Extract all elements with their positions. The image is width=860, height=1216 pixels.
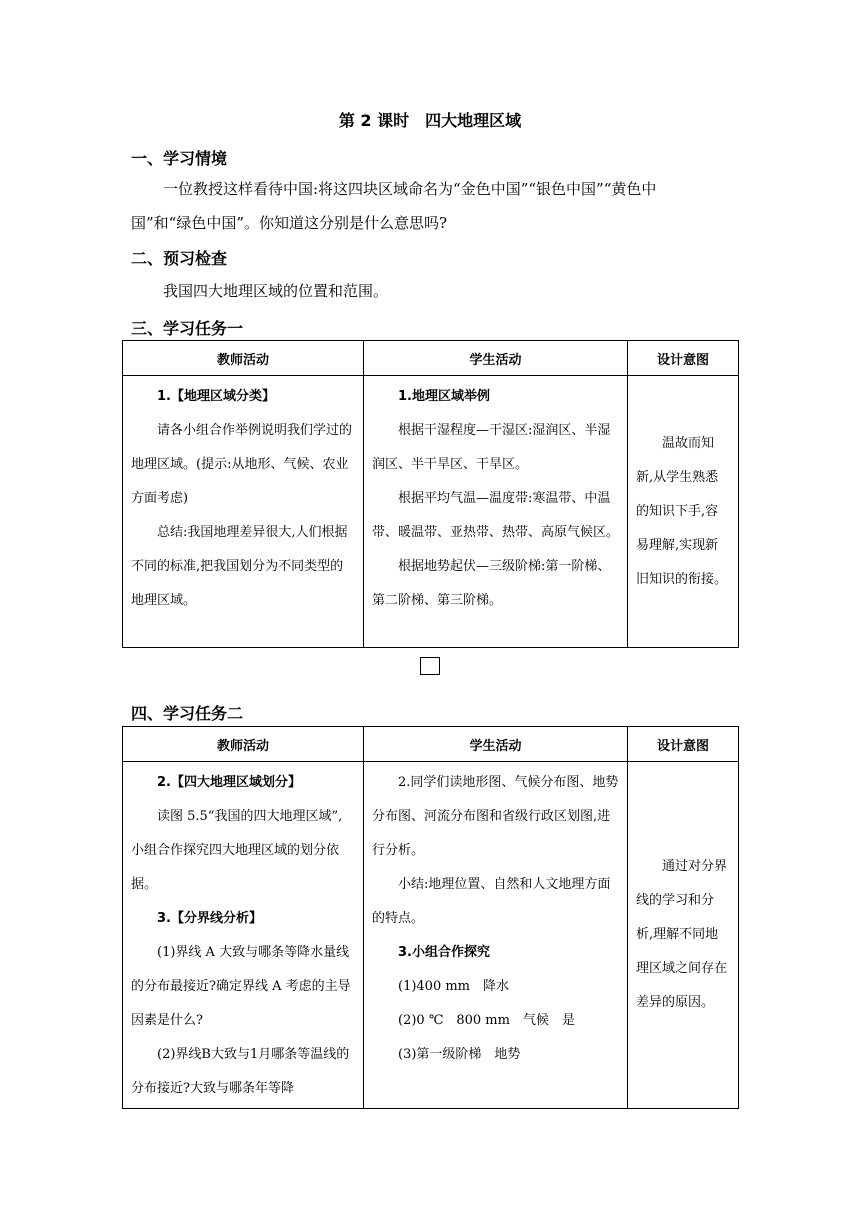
teacher-activity-summary: 总结:我国地理差异很大,人们根据不同的标准,把我国划分为不同类型的地理区域。 [131, 525, 348, 608]
section-heading-task-two: 四、学习任务二 [131, 704, 244, 723]
teacher-activity-text: 读图 5.5“我国的四大地理区域”,小组合作探究四大地理区域的划分依据。 [131, 809, 343, 892]
section-heading-preview: 二、预习检查 [131, 249, 228, 268]
student-activity-text: 根据平均气温—温度带:寒温带、中温带、暖温带、亚热带、热带、高原气候区。 [372, 491, 620, 540]
design-intent-text: 通过对分界线的学习和分析,理解不同地理区域之间存在差异的原因。 [636, 859, 728, 1010]
design-intent-text: 温故而知新,从学生熟悉的知识下手,容易理解,实现新旧知识的衔接。 [636, 435, 728, 587]
student-activity-text: 根据地势起伏—三级阶梯:第一阶梯、第二阶梯、第三阶梯。 [372, 559, 611, 608]
student-activity-text: (3)第一级阶梯 地势 [398, 1047, 521, 1062]
section-heading-situation: 一、学习情境 [131, 149, 228, 168]
table-header-row [123, 727, 739, 762]
student-activity-text: 根据干湿程度—干湿区:湿润区、半湿润区、半干旱区、干旱区。 [372, 423, 611, 472]
table-row [123, 762, 739, 1109]
student-activity-text: 小结:地理位置、自然和人文地理方面的特点。 [372, 877, 611, 926]
header-design-intent: 设计意图 [628, 341, 739, 376]
header-student-activity: 学生活动 [364, 341, 628, 376]
teacher-activity-cell [123, 376, 364, 648]
table-header-row [123, 341, 739, 376]
teacher-activity-title: 3.【分界线分析】 [157, 911, 262, 926]
page-title: 第 2 课时 四大地理区域 [338, 111, 522, 130]
student-activity-text: 2.同学们读地形图、气候分布图、地势分布图、河流分布图和省级行政区划图,进行分析。 [372, 775, 619, 858]
situation-paragraph [131, 172, 731, 240]
task-two-table [122, 726, 739, 1109]
preview-paragraph [131, 274, 731, 308]
student-activity-title: 1.地理区域举例 [398, 389, 490, 404]
header-teacher-activity: 教师活动 [123, 341, 364, 376]
section-heading-task-one: 三、学习任务一 [131, 319, 244, 338]
table-row [123, 376, 739, 648]
student-activity-cell [364, 376, 628, 648]
teacher-activity-cell [123, 762, 364, 1109]
design-intent-cell [628, 376, 739, 648]
teacher-activity-text: (1)界线 A 大致与哪条等降水量线的分布最接近?确定界线 A 考虑的主导因素是什么? [131, 945, 351, 1028]
header-student-activity: 学生活动 [364, 727, 628, 762]
situation-line-2: 国”和“绿色中国”。你知道这分别是什么意思吗? [131, 214, 448, 232]
empty-checkbox-glyph [420, 657, 440, 675]
preview-text: 我国四大地理区域的位置和范围。 [163, 282, 389, 300]
student-activity-cell [364, 762, 628, 1109]
student-activity-text: (2)0 ℃ 800 mm 气候 是 [398, 1013, 575, 1028]
design-intent-cell [628, 762, 739, 1109]
teacher-activity-title: 1.【地理区域分类】 [157, 389, 275, 404]
header-teacher-activity: 教师活动 [123, 727, 364, 762]
task-one-table [122, 340, 739, 648]
situation-line-1: 一位教授这样看待中国:将这四块区域命名为“金色中国”“银色中国”“黄色中 [163, 180, 657, 198]
student-activity-title: 3.小组合作探究 [398, 945, 490, 960]
teacher-activity-text: 请各小组合作举例说明我们学过的地理区域。(提示:从地形、气候、农业方面考虑) [131, 423, 353, 506]
teacher-activity-text: (2)界线B大致与1月哪条等温线的分布接近?大致与哪条年等降 [131, 1047, 350, 1096]
header-design-intent: 设计意图 [628, 727, 739, 762]
student-activity-text: (1)400 mm 降水 [398, 979, 510, 994]
teacher-activity-title: 2.【四大地理区域划分】 [157, 775, 301, 790]
